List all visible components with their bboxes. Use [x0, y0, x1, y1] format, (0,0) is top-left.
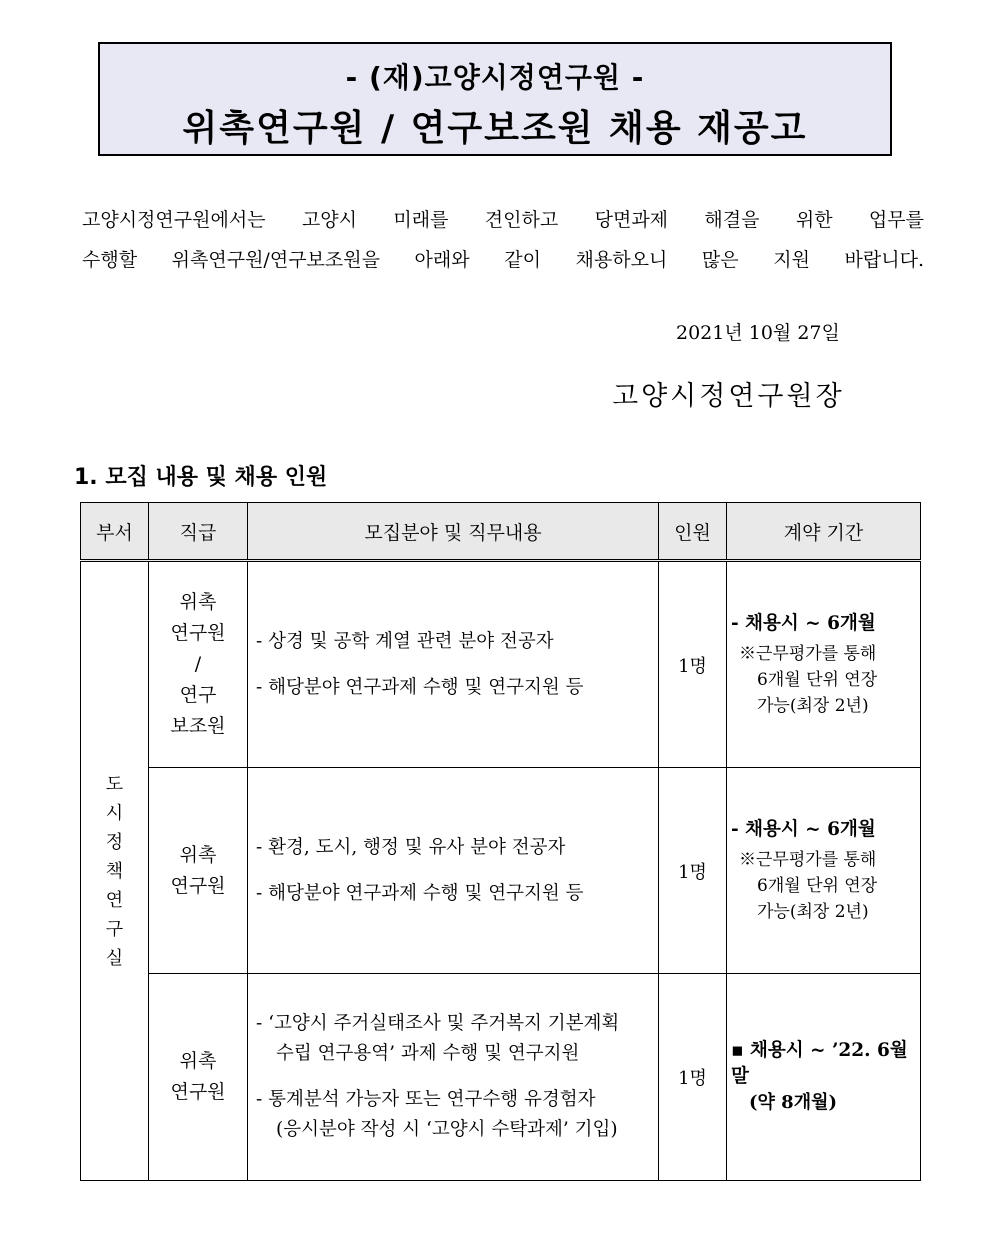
header-duties: 모집분야 및 직무내용	[248, 503, 659, 561]
count-cell: 1명	[659, 768, 727, 974]
header-period: 계약 기간	[727, 503, 921, 561]
header-rank: 직급	[149, 503, 248, 561]
period-cell: - 채용시 ~ 6개월 ※근무평가를 통해 6개월 단위 연장 가능(최장 2년)	[727, 768, 921, 974]
notice-title: 위촉연구원 / 연구보조원 채용 재공고	[182, 108, 808, 149]
notice-date: 2021년 10월 27일	[676, 322, 840, 344]
intro-line: 고양시정연구원에서는 고양시 미래를 견인하고 당면과제 해결을 위한 업무를	[82, 209, 924, 231]
header-count: 인원	[659, 503, 727, 561]
table-row	[81, 974, 921, 1181]
intro-paragraph	[82, 200, 924, 280]
section-title: 1. 모집 내용 및 채용 인원	[74, 465, 328, 490]
title-box	[98, 42, 892, 156]
period-cell: - 채용시 ~ 6개월 ※근무평가를 통해 6개월 단위 연장 가능(최장 2년)	[727, 561, 921, 768]
duties-cell: - 상경 및 공학 계열 관련 분야 전공자 - 해당분야 연구과제 수행 및 연구지원 등	[248, 561, 659, 768]
table-row	[81, 768, 921, 974]
organization-title: - (재)고양시정연구원 -	[345, 61, 645, 94]
count-cell: 1명	[659, 974, 727, 1181]
table-header-row	[81, 503, 921, 561]
header-dept: 부서	[81, 503, 149, 561]
period-cell: ▪ 채용시 ~ ’22. 6월 말 (약 8개월)	[727, 974, 921, 1181]
recruitment-table	[80, 502, 921, 1181]
rank-cell: 위촉 연구원 / 연구 보조원	[149, 561, 248, 768]
department-cell: 도 시 정 책 연 구 실	[81, 561, 149, 1181]
rank-cell: 위촉 연구원	[149, 974, 248, 1181]
table-row	[81, 561, 921, 768]
count-cell: 1명	[659, 561, 727, 768]
duties-cell: - 환경, 도시, 행정 및 유사 분야 전공자 - 해당분야 연구과제 수행 및 연구지원 등	[248, 768, 659, 974]
rank-cell: 위촉 연구원	[149, 768, 248, 974]
signer: 고양시정연구원장	[612, 381, 845, 412]
duties-cell: - ‘고양시 주거실태조사 및 주거복지 기본계획 수립 연구용역’ 과제 수행 및 연구지원 - 통계분석 가능자 또는 연구수행 유경험자 (응시분야 작성 시 ‘고양시 수탁과제’ 기입)	[248, 974, 659, 1181]
intro-line: 수행할 위촉연구원/연구보조원을 아래와 같이 채용하오니 많은 지원 바랍니다.	[82, 249, 924, 271]
